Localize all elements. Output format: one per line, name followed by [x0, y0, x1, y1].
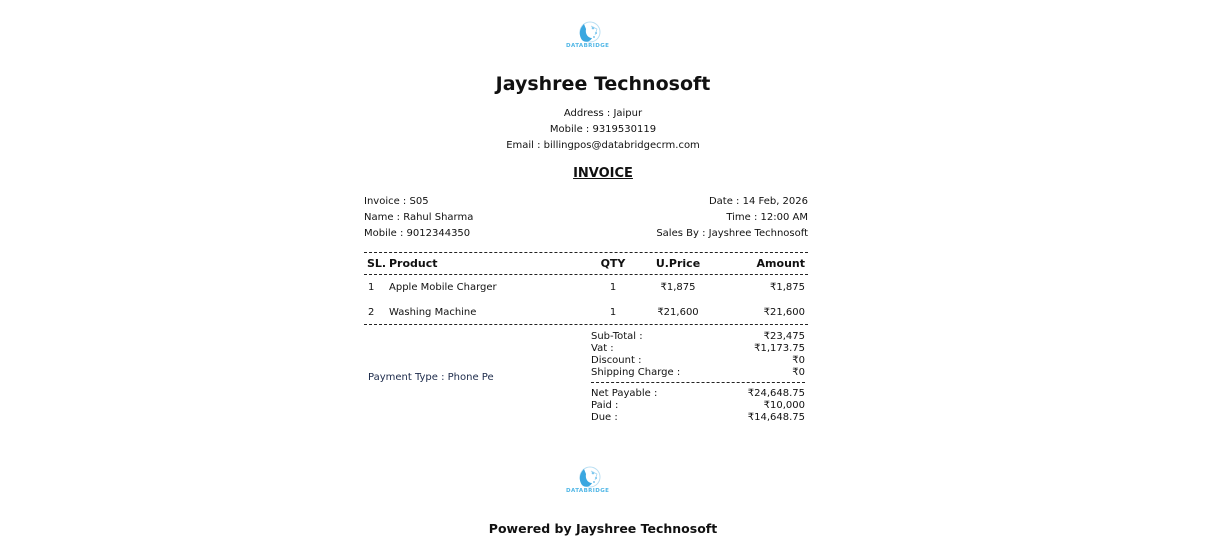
customer-name: Name : Rahul Sharma — [364, 212, 474, 223]
due-value: ₹14,648.75 — [747, 412, 805, 423]
totals-divider — [591, 382, 805, 383]
company-name: Jayshree Technosoft — [495, 73, 711, 95]
paid-value: ₹10,000 — [763, 400, 805, 411]
header-qty: QTY — [600, 257, 626, 270]
invoice-number: Invoice : S05 — [364, 196, 429, 207]
row-sl: 2 — [368, 307, 375, 318]
logo-wordmark: DATABRIDGE — [566, 43, 610, 49]
subtotal-label: Sub-Total : — [591, 331, 643, 342]
row-qty: 1 — [609, 282, 617, 293]
company-address: Address : Jaipur — [563, 108, 643, 119]
row-sl: 1 — [368, 282, 375, 293]
customer-mobile: Mobile : 9012344350 — [364, 228, 471, 239]
discount-label: Discount : — [591, 355, 642, 366]
row-qty: 1 — [609, 307, 617, 318]
discount-value: ₹0 — [792, 355, 805, 366]
invoice-time: Time : 12:00 AM — [726, 212, 808, 223]
company-email: Email : billingpos@databridgecrm.com — [506, 140, 700, 151]
shipping-label: Shipping Charge : — [591, 367, 681, 378]
vat-label: Vat : — [591, 343, 614, 354]
due-label: Due : — [591, 412, 618, 423]
row-uprice: ₹1,875 — [660, 282, 696, 293]
row-uprice: ₹21,600 — [657, 307, 699, 318]
divider — [364, 252, 808, 253]
row-product: Apple Mobile Charger — [389, 282, 497, 293]
subtotal-value: ₹23,475 — [763, 331, 805, 342]
invoice-date: Date : 14 Feb, 2026 — [708, 196, 808, 207]
header-sl: SL. — [367, 257, 387, 270]
header-product: Product — [389, 257, 438, 270]
payment-type: Payment Type : Phone Pe — [368, 372, 494, 383]
net-payable-value: ₹24,648.75 — [747, 388, 805, 399]
divider — [364, 274, 808, 275]
row-amount: ₹21,600 — [763, 307, 805, 318]
company-logo — [566, 20, 608, 56]
logo-wordmark: DATABRIDGE — [566, 488, 610, 494]
header-uprice: U.Price — [655, 257, 701, 270]
paid-label: Paid : — [591, 400, 619, 411]
company-mobile: Mobile : 9319530119 — [549, 124, 657, 135]
vat-value: ₹1,173.75 — [754, 343, 805, 354]
shipping-value: ₹0 — [792, 367, 805, 378]
header-amount: Amount — [756, 257, 805, 270]
net-payable-label: Net Payable : — [591, 388, 658, 399]
footer-logo — [566, 465, 608, 501]
divider — [364, 324, 808, 325]
sales-by: Sales By : Jayshree Technosoft — [656, 228, 808, 239]
row-product: Washing Machine — [389, 307, 477, 318]
invoice-title: INVOICE — [573, 166, 633, 181]
row-amount: ₹1,875 — [770, 282, 805, 293]
powered-by: Powered by Jayshree Technosoft — [488, 521, 718, 536]
